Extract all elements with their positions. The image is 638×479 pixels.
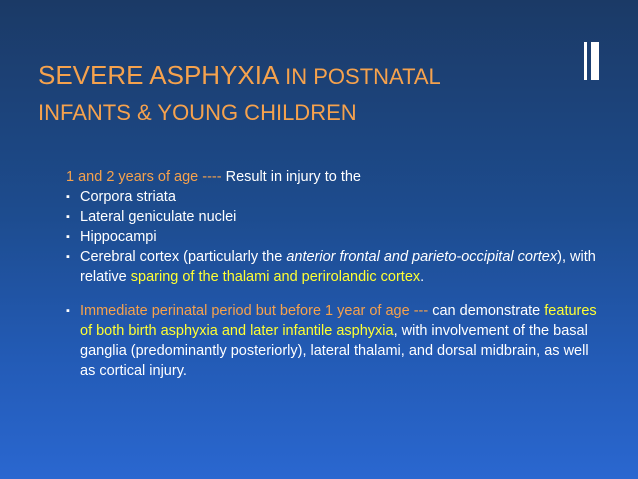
bullet-icon: ▪ [66, 305, 70, 317]
list-item [66, 187, 606, 207]
perinatal-text-b: can demonstrate [428, 303, 545, 319]
list-item-text: Hippocampi [80, 229, 157, 245]
perinatal-text-d: , with involvement of the basal ganglia (predominantly posteriorly), lateral thalami, and dorsal midbrain, as well as cortical injury. [80, 323, 589, 379]
spacer [66, 287, 606, 301]
perinatal-text-c: features of both birth asphyxia and later infantile asphyxia [80, 303, 597, 339]
list-item-text: Lateral geniculate nuclei [80, 209, 237, 225]
bullet-icon: ▪ [66, 251, 70, 263]
decorative-bar-thin [584, 42, 587, 80]
cortex-text-e: . [420, 269, 425, 285]
cortex-text-b: anterior frontal and parieto-occipital cortex [286, 249, 558, 265]
cortex-text-d: sparing of the thalami and perirolandic cortex [130, 269, 421, 285]
intro-age: 1 and 2 years of age ---- [66, 169, 222, 185]
bullet-icon: ▪ [66, 231, 70, 243]
list-item-perinatal [66, 301, 606, 381]
bullet-icon: ▪ [66, 211, 70, 223]
list-item-cortex [66, 247, 606, 287]
list-item [66, 227, 606, 247]
list-item [66, 207, 606, 227]
title-line-2: INFANTS & YOUNG CHILDREN [38, 100, 357, 125]
decorative-bar-wide [591, 42, 599, 80]
cortex-text-c: ), with relative [80, 249, 596, 285]
list-item-text: Corpora striata [80, 189, 176, 205]
bullet-icon: ▪ [66, 191, 70, 203]
cortex-text-a: Cerebral cortex (particularly the [80, 249, 287, 265]
intro-line [66, 167, 606, 187]
perinatal-text-a: Immediate perinatal period but before 1 year of age --- [80, 303, 429, 319]
title-part-2: IN POSTNATAL [285, 64, 441, 89]
intro-rest: Result in injury to the [221, 169, 361, 185]
slide-title [38, 58, 578, 130]
slide-body [66, 167, 606, 381]
title-part-1: SEVERE ASPHYXIA [38, 60, 286, 90]
